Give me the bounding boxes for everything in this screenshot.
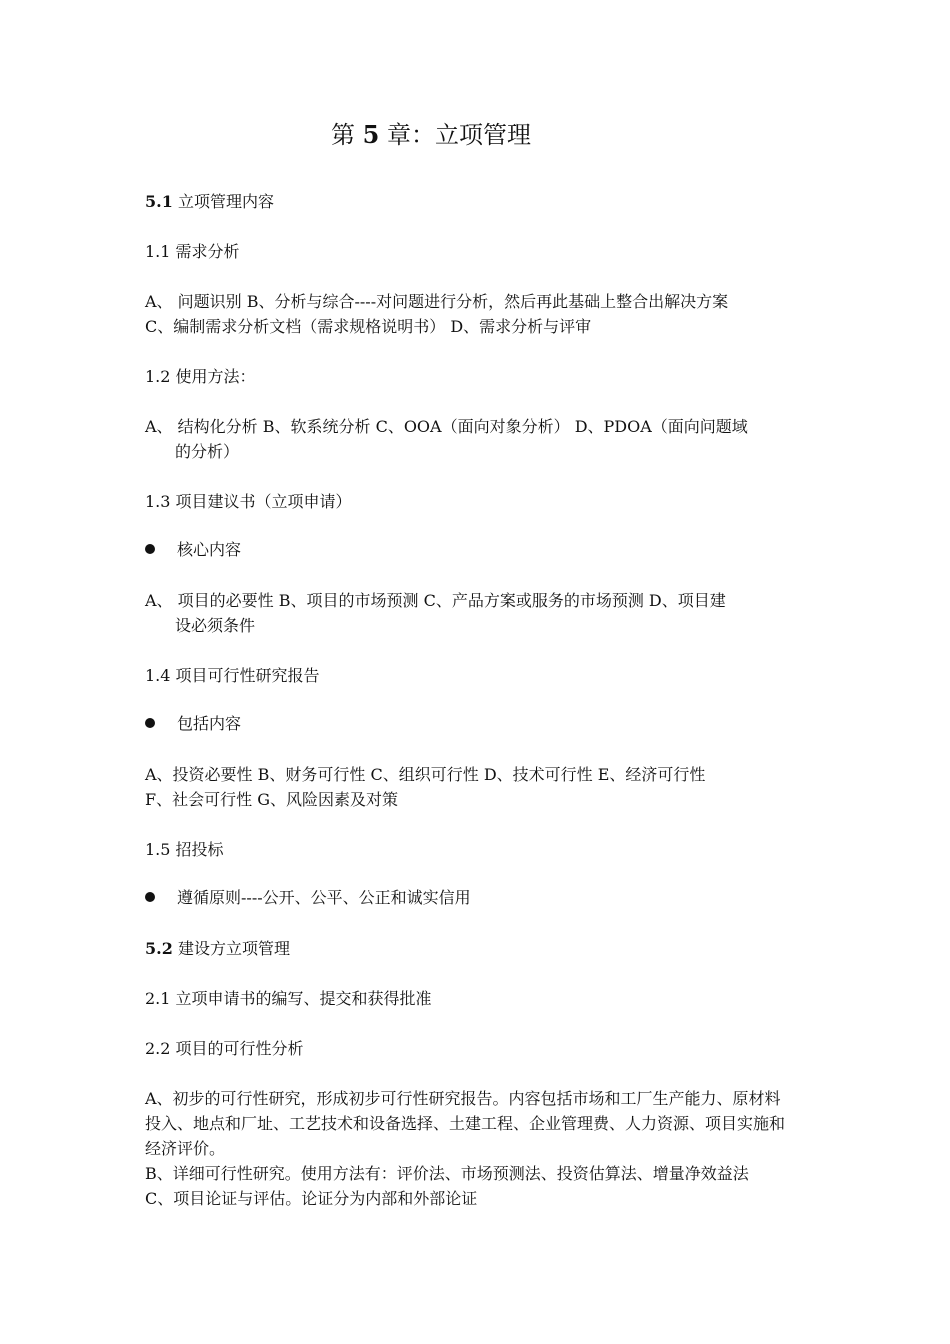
paragraph-line: B、详细可行性研究。使用方法有：评价法、市场预测法、投资估算法、增量净效益法 [145,1164,749,1183]
paragraph-line: 投入、地点和厂址、工艺技术和设备选择、土建工程、企业管理费、人力资源、项目实施和 [145,1114,786,1133]
paragraph-line: 的分析） [175,442,240,461]
subheading-1-1: 1.1 需求分析 [145,242,240,261]
bullet-icon [145,718,155,728]
bullet-item: 核心内容 [145,538,241,562]
subheading-1-2: 1.2 使用方法： [145,367,256,386]
subheading-1-5: 1.5 招投标 [145,840,224,859]
chapter-title: 第 5 章：立项管理 [331,120,531,149]
paragraph-line: C、项目论证与评估。论证分为内部和外部论证 [145,1189,478,1208]
subheading-2-1: 2.1 立项申请书的编写、提交和获得批准 [145,989,432,1008]
bullet-item: 包括内容 [145,712,241,736]
section-heading-5-2: 5.2 建设方立项管理 [145,939,290,958]
paragraph-line: 经济评价。 [145,1139,226,1158]
paragraph-line: A、初步的可行性研究，形成初步可行性研究报告。内容包括市场和工厂生产能力、原材料 [145,1089,781,1108]
section-heading-5-1: 5.1 立项管理内容 [145,192,274,211]
subheading-1-4: 1.4 项目可行性研究报告 [145,666,320,685]
paragraph-line: C、编制需求分析文档（需求规格说明书） D、需求分析与评审 [145,317,592,336]
paragraph-line: 设必须条件 [175,616,256,635]
paragraph-line: F、社会可行性 G、风险因素及对策 [145,790,398,809]
subheading-2-2: 2.2 项目的可行性分析 [145,1039,304,1058]
paragraph-line: A、 结构化分析 B、软系统分析 C、OOA（面向对象分析） D、PDOA（面向问题域 [145,417,748,436]
bullet-icon [145,544,155,554]
paragraph-line: A、 问题识别 B、分析与综合----对问题进行分析，然后再此基础上整合出解决方案 [145,292,729,311]
bullet-item: 遵循原则----公开、公平、公正和诚实信用 [145,886,471,910]
paragraph-line: A、 项目的必要性 B、项目的市场预测 C、产品方案或服务的市场预测 D、项目建 [145,591,726,610]
bullet-icon [145,892,155,902]
paragraph-line: A、投资必要性 B、财务可行性 C、组织可行性 D、技术可行性 E、经济可行性 [145,765,706,784]
subheading-1-3: 1.3 项目建议书（立项申请） [145,492,352,511]
